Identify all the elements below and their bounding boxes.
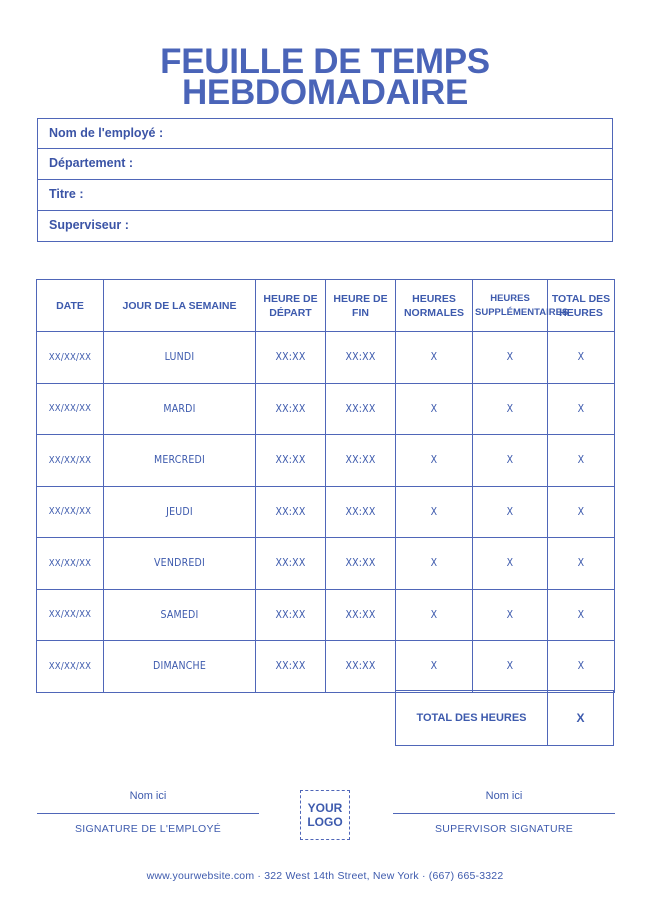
cell-overtime[interactable]: X bbox=[473, 589, 548, 641]
cell-date[interactable]: XX/XX/XX bbox=[37, 383, 104, 435]
cell-normal[interactable]: X bbox=[396, 435, 473, 487]
weekly-total-box bbox=[395, 690, 614, 746]
cell-day: MARDI bbox=[104, 383, 256, 435]
employee-name-field[interactable]: Nom de l'employé : bbox=[37, 118, 613, 149]
cell-end[interactable]: XX:XX bbox=[326, 332, 396, 384]
cell-start[interactable]: XX:XX bbox=[256, 486, 326, 538]
logo-line-1: YOUR bbox=[307, 801, 343, 815]
cell-end[interactable]: XX:XX bbox=[326, 589, 396, 641]
cell-normal[interactable]: X bbox=[396, 641, 473, 693]
table-row bbox=[37, 435, 615, 487]
supervisor-field[interactable]: Superviseur : bbox=[37, 211, 613, 242]
cell-normal[interactable]: X bbox=[396, 538, 473, 590]
cell-overtime[interactable]: X bbox=[473, 641, 548, 693]
cell-date[interactable]: XX/XX/XX bbox=[37, 641, 104, 693]
logo-line-2: LOGO bbox=[307, 815, 343, 829]
header-end-time: HEURE DE FIN bbox=[326, 280, 396, 332]
table-row bbox=[37, 332, 615, 384]
cell-date[interactable]: XX/XX/XX bbox=[37, 486, 104, 538]
cell-end[interactable]: XX:XX bbox=[326, 435, 396, 487]
table-row bbox=[37, 383, 615, 435]
page-title-line-1: FEUILLE DE TEMPS bbox=[160, 42, 490, 81]
cell-day: MERCREDI bbox=[104, 435, 256, 487]
cell-start[interactable]: XX:XX bbox=[256, 538, 326, 590]
header-day: JOUR DE LA SEMAINE bbox=[104, 280, 256, 332]
cell-normal[interactable]: X bbox=[396, 589, 473, 641]
cell-date[interactable]: XX/XX/XX bbox=[37, 435, 104, 487]
cell-total[interactable]: X bbox=[548, 332, 615, 384]
cell-overtime[interactable]: X bbox=[473, 538, 548, 590]
header-date: DATE bbox=[37, 280, 104, 332]
header-normal-hours: HEURES NORMALES bbox=[396, 280, 473, 332]
cell-end[interactable]: XX:XX bbox=[326, 383, 396, 435]
cell-overtime[interactable]: X bbox=[473, 383, 548, 435]
header-start-time: HEURE DE DÉPART bbox=[256, 280, 326, 332]
cell-day: SAMEDI bbox=[104, 589, 256, 641]
cell-start[interactable]: XX:XX bbox=[256, 435, 326, 487]
cell-day: VENDREDI bbox=[104, 538, 256, 590]
cell-overtime[interactable]: X bbox=[473, 332, 548, 384]
weekly-total-label: TOTAL DES HEURES bbox=[396, 691, 548, 745]
cell-date[interactable]: XX/XX/XX bbox=[37, 332, 104, 384]
page-title-line-2: HEBDOMADAIRE bbox=[181, 73, 469, 112]
cell-day: DIMANCHE bbox=[104, 641, 256, 693]
cell-total[interactable]: X bbox=[548, 641, 615, 693]
title-field[interactable]: Titre : bbox=[37, 180, 613, 211]
cell-date[interactable]: XX/XX/XX bbox=[37, 589, 104, 641]
header-total-hours: TOTAL DES HEURES bbox=[548, 280, 615, 332]
cell-total[interactable]: X bbox=[548, 589, 615, 641]
cell-end[interactable]: XX:XX bbox=[326, 641, 396, 693]
weekly-total-value[interactable]: X bbox=[576, 711, 585, 725]
cell-total[interactable]: X bbox=[548, 538, 615, 590]
table-header-row bbox=[37, 280, 615, 332]
supervisor-signature-block bbox=[393, 789, 615, 835]
table-row bbox=[37, 589, 615, 641]
cell-date[interactable]: XX/XX/XX bbox=[37, 538, 104, 590]
table-row bbox=[37, 486, 615, 538]
cell-normal[interactable]: X bbox=[396, 383, 473, 435]
cell-normal[interactable]: X bbox=[396, 486, 473, 538]
cell-start[interactable]: XX:XX bbox=[256, 383, 326, 435]
page-title bbox=[0, 42, 650, 112]
cell-normal[interactable]: X bbox=[396, 332, 473, 384]
employee-signature-caption: SIGNATURE DE L'EMPLOYÉ bbox=[74, 823, 222, 835]
cell-overtime[interactable]: X bbox=[473, 486, 548, 538]
table-row bbox=[37, 538, 615, 590]
footer-contact: www.yourwebsite.com · 322 West 14th Street, New York · (667) 665-3322 bbox=[146, 870, 504, 882]
cell-start[interactable]: XX:XX bbox=[256, 641, 326, 693]
department-field[interactable]: Département : bbox=[37, 149, 613, 180]
supervisor-signature-caption: SUPERVISOR SIGNATURE bbox=[434, 823, 574, 835]
supervisor-signature-line[interactable] bbox=[393, 813, 615, 814]
supervisor-signature-name: Nom ici bbox=[485, 790, 523, 802]
header-overtime-hours: HEURES SUPPLÉMENTAIRES bbox=[473, 280, 548, 332]
table-row bbox=[37, 641, 615, 693]
cell-total[interactable]: X bbox=[548, 486, 615, 538]
cell-day: JEUDI bbox=[104, 486, 256, 538]
timesheet-table bbox=[36, 279, 615, 693]
cell-total[interactable]: X bbox=[548, 435, 615, 487]
cell-start[interactable]: XX:XX bbox=[256, 332, 326, 384]
employee-signature-block bbox=[37, 789, 259, 835]
employee-signature-name: Nom ici bbox=[129, 790, 167, 802]
cell-total[interactable]: X bbox=[548, 383, 615, 435]
employee-info-box bbox=[37, 118, 613, 242]
cell-day: LUNDI bbox=[104, 332, 256, 384]
cell-overtime[interactable]: X bbox=[473, 435, 548, 487]
employee-signature-line[interactable] bbox=[37, 813, 259, 814]
cell-end[interactable]: XX:XX bbox=[326, 538, 396, 590]
company-logo bbox=[300, 790, 350, 840]
cell-end[interactable]: XX:XX bbox=[326, 486, 396, 538]
cell-start[interactable]: XX:XX bbox=[256, 589, 326, 641]
